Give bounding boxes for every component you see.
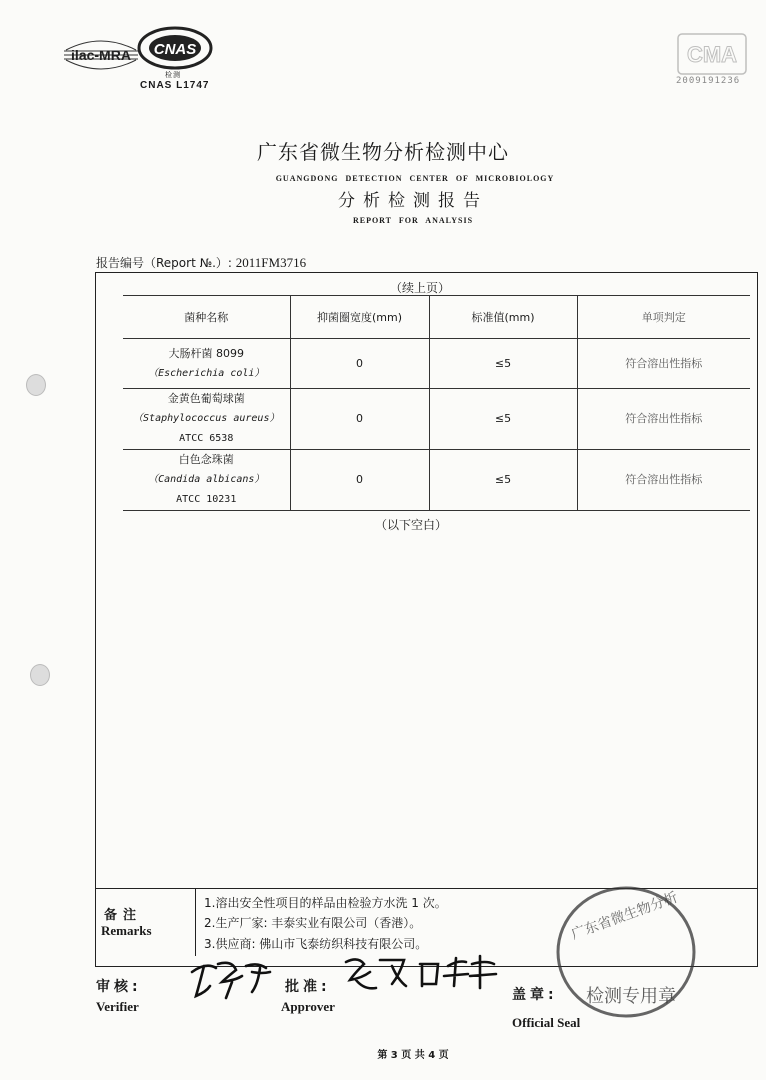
strain-name: 白色念珠菌 (178, 453, 234, 466)
cma-number: 2009191236 (676, 76, 741, 86)
report-number-value: 2011FM3716 (235, 255, 307, 270)
judgement-value: 符合溶出性指标 (577, 450, 750, 511)
svg-text:广东省微生物分析: 广东省微生物分析 (569, 889, 680, 943)
strain-atcc: ATCC 10231 (176, 494, 237, 505)
remark-item: 2.生产厂家: 丰泰实业有限公司（香港）。 (204, 916, 422, 930)
remark-item: 1.溶出安全性项目的样品由检验方水洗 1 次。 (204, 896, 447, 910)
official-seal-stamp (546, 880, 706, 1030)
approver-signature (340, 950, 500, 996)
report-number-label: 报告编号（Report №.）: (96, 256, 232, 270)
continued-label: （续上页） (390, 281, 451, 295)
approver-label-en: Approver (281, 999, 335, 1014)
svg-text:CNAS: CNAS (153, 41, 197, 58)
table-row (123, 339, 750, 389)
remarks-label-cn: 备注 (104, 908, 143, 923)
table-row (123, 450, 750, 511)
remarks-label-en: Remarks (101, 923, 152, 938)
report-number (96, 254, 306, 271)
strain-cell (123, 339, 290, 389)
strain-atcc: ATCC 6538 (179, 433, 234, 444)
center-title-en: GUANGDONG DETECTION CENTER OF MICROBIOLOGY (275, 174, 555, 183)
approver-label: 批准: (285, 979, 331, 995)
width-value: 0 (290, 339, 429, 389)
strain-name: 金黄色葡萄球菌 (167, 392, 245, 405)
center-title: 广东省微生物分析检测中心 (257, 140, 509, 164)
svg-text:ilac-MRA: ilac-MRA (71, 47, 131, 63)
header-standard: 标准值(mm) (429, 296, 577, 339)
ilac-mra-logo (62, 36, 140, 74)
results-table (123, 295, 750, 511)
header-judgement: 单项判定 (577, 296, 750, 339)
strain-latin: （Candida albicans） (148, 474, 265, 485)
strain-name: 大肠杆菌 8099 (168, 346, 244, 360)
standard-value: ≤5 (429, 389, 577, 450)
header-width: 抑菌圈宽度(mm) (290, 296, 429, 339)
header-strain: 菌种名称 (123, 296, 290, 339)
cnas-code: CNAS L1747 (140, 80, 210, 91)
strain-cell (123, 450, 290, 511)
report-title-en: REPORT FOR ANALYSIS (352, 216, 474, 225)
page-number: 第 3 页 共 4 页 (377, 1050, 449, 1061)
width-value: 0 (290, 450, 429, 511)
report-title: 分析检测报告 (338, 191, 488, 211)
seal-label: 盖章: (512, 987, 558, 1003)
cnas-sub-label: 检测 (165, 71, 181, 79)
standard-value: ≤5 (429, 450, 577, 511)
strain-latin: （Staphylococcus aureus） (133, 413, 280, 424)
width-value: 0 (290, 389, 429, 450)
verifier-signature (186, 952, 276, 1002)
punch-hole (30, 664, 50, 686)
table-row (123, 389, 750, 450)
remark-item: 3.供应商: 佛山市飞泰纺织科技有限公司。 (204, 937, 428, 951)
verifier-label-en: Verifier (96, 999, 139, 1014)
svg-text:检测专用章: 检测专用章 (586, 986, 676, 1007)
strain-cell (123, 389, 290, 450)
verifier-label: 审核: (96, 979, 142, 995)
punch-hole (26, 374, 46, 396)
standard-value: ≤5 (429, 339, 577, 389)
judgement-value: 符合溶出性指标 (577, 339, 750, 389)
seal-label-en: Official Seal (512, 1015, 581, 1030)
svg-text:CMA: CMA (686, 42, 738, 67)
strain-latin: （Escherichia coli） (148, 367, 265, 379)
blank-below-label: （以下空白） (375, 518, 448, 532)
table-header-row (123, 296, 750, 339)
judgement-value: 符合溶出性指标 (577, 389, 750, 450)
